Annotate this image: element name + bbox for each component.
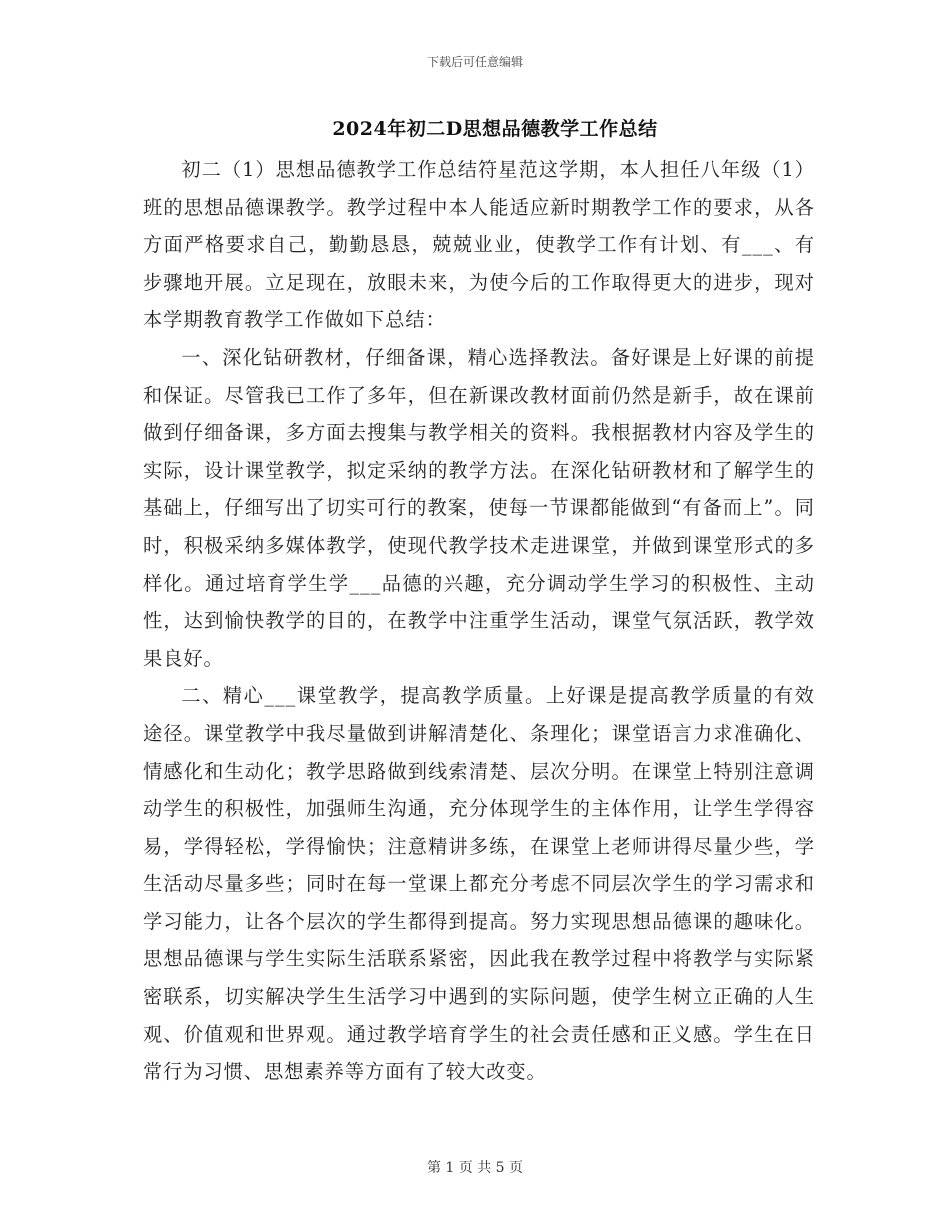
paragraph-intro: 初二（1）思想品德教学工作总结符星范这学期，本人担任八年级（1）班的思想品德课教学。教学过程中本人能适应新时期教学工作的要求，从各方面严格要求自己，勤勤恳恳，兢兢业业，使教学工作有计划、有___、有步骤地开展。立足现在，放眼未来，为使今后的工作取得更大的进步，现对本学期教育教学工作做如下总结：	[143, 158, 815, 332]
paragraph-section-one: 一、深化钻研教材，仔细备课，精心选择教法。备好课是上好课的前提和保证。尽管我已工作了多年，但在新课改教材面前仍然是新手，故在课前做到仔细备课，多方面去搜集与教学相关的资料。我根据教材内容及学生的实际，设计课堂教学，拟定采纳的教学方法。在深化钻研教材和了解学生的基础上，仔细写出了切实可行的教案，使每一节课都能做到“有备而上”。同时，积极采纳多媒体教学，使现代教学技术走进课堂，并做到课堂形式的多样化。通过培育学生学___品德的兴趣，充分调动学生学习的积极性、主动性，达到愉快教学的目的，在教学中注重学生活动，课堂气氛活跃，教学效果良好。	[143, 345, 815, 670]
header-note: 下载后可任意编辑	[426, 55, 523, 69]
page-footer: 第 1 页 共 5 页	[426, 1160, 524, 1176]
document-body	[143, 151, 815, 1091]
paragraph-section-two: 二、精心___课堂教学，提高教学质量。上好课是提高教学质量的有效途径。课堂教学中我尽量做到讲解清楚化、条理化；课堂语言力求准确化、情感化和生动化；教学思路做到线索清楚、层次分明。在课堂上特别注意调动学生的积极性，加强师生沟通，充分体现学生的主体作用，让学生学得容易，学得轻松，学得愉快；注意精讲多练，在课堂上老师讲得尽量少些，学生活动尽量多些；同时在每一堂课上都充分考虑不同层次学生的学习需求和学习能力，让各个层次的学生都得到提高。努力实现思想品德课的趣味化。思想品德课与学生实际生活联系紧密，因此我在教学过程中将教学与实际紧密联系，切实解决学生生活学习中遇到的实际问题，使学生树立正确的人生观、价值观和世界观。通过教学培育学生的社会责任感和正义感。学生在日常行为习惯、思想素养等方面有了较大改变。	[143, 684, 815, 1084]
document-title: 2024年初二D思想品德教学工作总结	[332, 118, 658, 140]
